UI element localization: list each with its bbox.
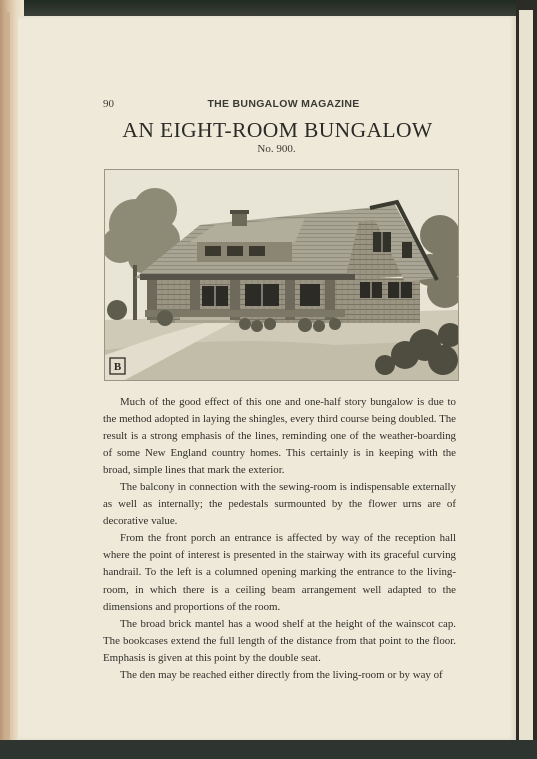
paragraph-4: The broad brick mantel has a wood shelf at the height of the wainscot cap. The bookcases extend the full length of the distance from that point to the floor. Emphasis is given at this point by the double seat. <box>103 617 456 664</box>
scan-bottom-edge <box>0 740 537 759</box>
running-header <box>0 98 537 112</box>
paragraph-5: The den may be reached either directly from the living-room or by way of <box>120 668 443 681</box>
scan-top-edge <box>0 0 537 16</box>
page-number: 90 <box>103 98 114 110</box>
magazine-name: THE BUNGALOW MAGAZINE <box>207 98 360 110</box>
paragraph-2: The balcony in connection with the sewing-room is indispensable externally as well as internally; the pedestals surmounted by the flower urns are of decorative value. <box>103 481 456 528</box>
article-subtitle: No. 900. <box>257 143 296 155</box>
paragraph-3: From the front porch an entrance is affected by way of the reception hall where the point of interest is presented in the stairway with its graceful curving handrail. To the left is a columned opening marking the entrance to the living-room, in which there is a ceiling beam arrangement well adapted to the dimensions and proportions of the room. <box>103 532 456 613</box>
bungalow-drawing <box>105 170 458 380</box>
article-title: AN EIGHT-ROOM BUNGALOW <box>122 118 433 142</box>
paragraph-1: Much of the good effect of this one and one-half story bungalow is due to the method adopted in laying the shingles, every third course being doubled. The result is a strong emphasis of the lines, reminding one of the weather-boarding of some New England country homes. This certainly is in keeping with the broad, simple lines that mark the exterior. <box>103 396 456 477</box>
article-body <box>103 394 456 684</box>
scan-right-edge <box>516 0 537 759</box>
artist-monogram: B <box>113 361 122 373</box>
bungalow-illustration <box>104 169 459 381</box>
